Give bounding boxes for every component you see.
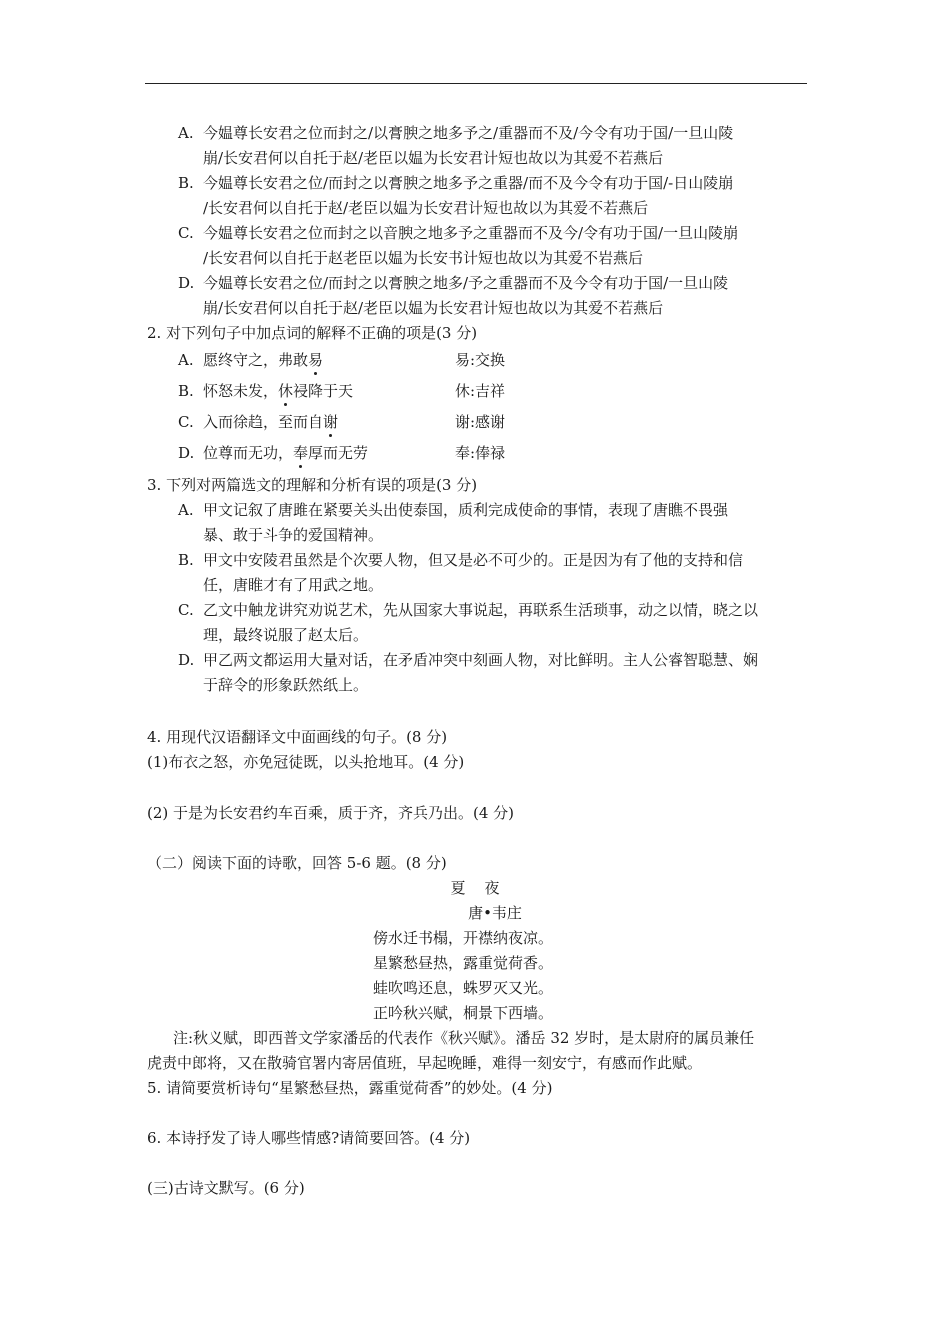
q2-option-b: B. 怀怒未发，休祲降于天 [178, 382, 354, 400]
q3-option-b: B. 甲文中安陵君虽然是个次要人物，但又是必不可少的。正是因为有了他的支持和信 [178, 551, 744, 569]
q1-option-a: A. 今媪尊长安君之位而封之/以膏腴之地多予之/重器而不及/今令有功于国/一旦山陵 [178, 124, 734, 142]
q2-gloss-a: 易:交换 [455, 351, 506, 369]
q3-option-d: D. 甲乙两文都运用大量对话，在矛盾冲突中刻画人物，对比鲜明。主人公睿智聪慧、娴 [178, 651, 759, 669]
q3-option-a-cont: 暴、敢于斗争的爱国精神。 [203, 526, 384, 544]
poem-note: 注:秋义赋，即西普文学家潘岳的代表作《秋兴赋》。潘岳 32 岁时，是太尉府的属员兼任 [173, 1029, 755, 1047]
q2-option-c: C. 入而徐趋，至而自谢 [178, 413, 339, 431]
section-2-heading: （二）阅读下面的诗歌，回答 5-6 题。(8 分) [147, 854, 447, 872]
q4-stem: 4. 用现代汉语翻译文中面画线的句子。(8 分) [147, 728, 448, 746]
q1-option-a-cont: 崩/长安君何以自托于赵/老臣以媪为长安君计短也故以为其爱不若燕后 [203, 149, 664, 167]
q3-option-c: C. 乙文中触龙讲究劝说艺术，先从国家大事说起，再联系生活琐事，动之以情，晓之以 [178, 601, 759, 619]
q3-option-a: A. 甲文记叙了唐雎在紧要关头出使泰国，质利完成使命的事情，表现了唐瞧不畏强 [178, 501, 729, 519]
q2-stem: 2. 对下列句子中加点词的解释不正确的项是(3 分) [147, 324, 478, 342]
poem-note-cont: 虎责中郎将，又在散骑官署内寄居值班，早起晚睡，难得一刻安宁，有感而作此赋。 [147, 1054, 703, 1072]
q3-stem: 3. 下列对两篇选文的理解和分析有误的项是(3 分) [147, 476, 478, 494]
q1-option-c: C. 今媪尊长安君之位而封之以音腴之地多予之重器而不及今/令有功于国/一旦山陵崩 [178, 224, 739, 242]
q6-stem: 6. 本诗抒发了诗人哪些情感?请简要回答。(4 分) [147, 1129, 471, 1147]
dotted-word: 休 [278, 382, 294, 400]
poem-line-3: 蛙吹鸣还息，蛛罗灭又光。 [373, 979, 554, 997]
poem-line-4: 正吟秋兴赋，桐景下西墙。 [373, 1004, 554, 1022]
q3-option-d-cont: 于辞令的形象跃然纸上。 [203, 676, 369, 694]
q1-option-c-cont: /长安君何以自托于赵老臣以媪为长安书计短也故以为其爱不岩燕后 [203, 249, 644, 267]
q3-option-b-cont: 任，唐睢才有了用武之地。 [203, 576, 384, 594]
poem-line-1: 傍水迁书榻，开襟纳夜凉。 [373, 929, 554, 947]
dotted-word: 易 [308, 351, 324, 369]
dotted-word: 奉 [293, 444, 309, 462]
q2-option-a: A. 愿终守之，弗敢易 [178, 351, 324, 369]
q3-option-c-cont: 理，最终说服了赵太后。 [203, 626, 369, 644]
q5-stem: 5. 请简要赏析诗句“星繁愁昼热，露重觉荷香”的妙处。(4 分) [147, 1079, 553, 1097]
q4-sentence-2: (2) 于是为长安君约车百乘，质于齐，齐兵乃出。(4 分) [147, 804, 515, 822]
q1-option-b-cont: /长安君何以自托于赵/老臣以媪为长安君计短也故以为其爱不若燕后 [203, 199, 649, 217]
q2-gloss-c: 谢:感谢 [455, 413, 506, 431]
dotted-word: 谢 [323, 413, 339, 431]
q2-gloss-d: 奉:俸禄 [455, 444, 506, 462]
poem-title: 夏 夜 [450, 879, 500, 897]
q4-sentence-1: (1)布衣之怒，亦免冠徒既，以头抢地耳。(4 分) [147, 753, 465, 771]
q1-option-d-cont: 崩/长安君何以自托于赵/老臣以媪为长安君计短也故以为其爱不若燕后 [203, 299, 664, 317]
q2-option-d: D. 位尊而无功，奉厚而无劳 [178, 444, 369, 462]
poem-line-2: 星繁愁昼热，露重觉荷香。 [373, 954, 554, 972]
header-rule [145, 83, 807, 84]
q1-option-b: B. 今媪尊长安君之位/而封之以膏腴之地多予之重器/而不及今令有功于国/-日山陵崩 [178, 174, 734, 192]
poem-author: 唐•韦庄 [468, 904, 522, 922]
q1-option-d: D. 今媪尊长安君之位/而封之以膏腴之地多/予之重器而不及今令有功于国/一旦山陵 [178, 274, 729, 292]
section-3-heading: (三)古诗文默写。(6 分) [147, 1179, 305, 1197]
q2-gloss-b: 休:吉祥 [455, 382, 506, 400]
